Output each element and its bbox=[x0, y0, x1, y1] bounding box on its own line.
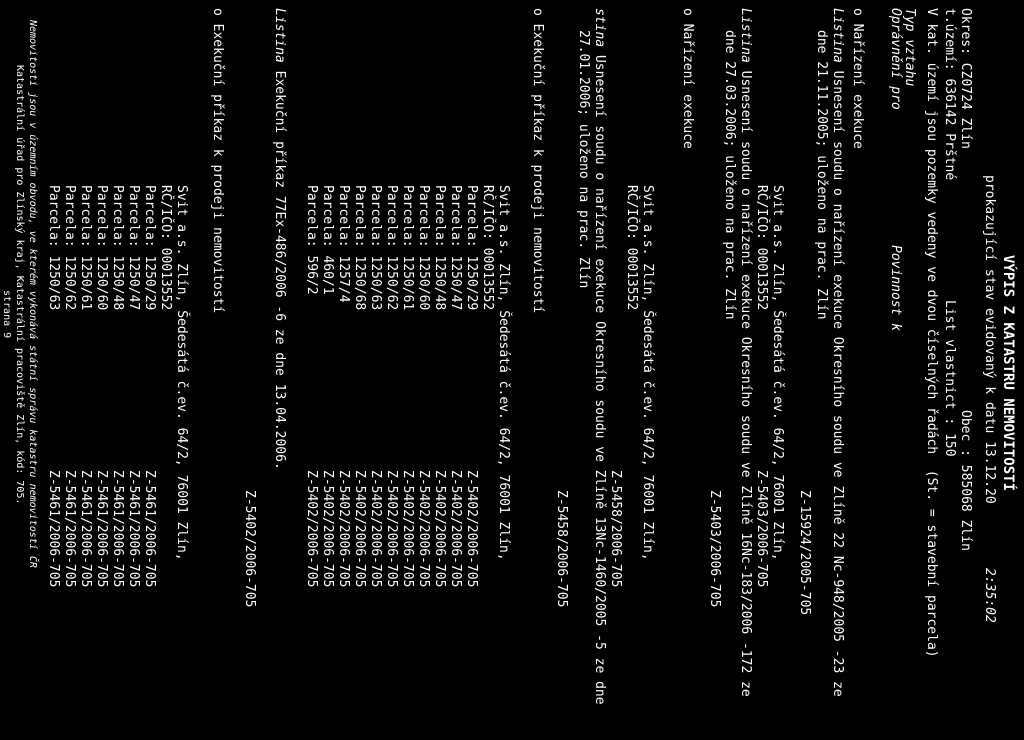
parcel-ref: Z-5461/2006-705 bbox=[46, 470, 61, 588]
parcel-row bbox=[417, 185, 430, 310]
parcel-number: 1250/48 bbox=[110, 255, 125, 311]
parcel-ref: Z-5461/2006-705 bbox=[142, 470, 157, 588]
parcel-number: 1250/47 bbox=[448, 255, 463, 311]
cadastral-note: V kat. území jsou pozemky vedeny ve dvou číselných řadách (St. = stavební parcela) bbox=[924, 8, 939, 658]
page-number: strana 9 bbox=[1, 290, 12, 339]
parcel-row bbox=[127, 185, 140, 310]
ico-line: RČ/IČO: 00013552 bbox=[158, 185, 173, 311]
parcel-ref: Z-5402/2006-705 bbox=[368, 470, 383, 588]
parcel-ref: Z-5402/2006-705 bbox=[448, 470, 463, 588]
ico-line: RČ/IČO: 00013552 bbox=[754, 185, 769, 311]
parcel-number: 1250/61 bbox=[400, 255, 415, 311]
parcel-label: Parcela: bbox=[384, 185, 399, 256]
parcel-number: 1250/68 bbox=[352, 255, 367, 311]
parcel-label: Parcela: bbox=[464, 185, 479, 256]
typ-vztahu-header: Typ vztahu bbox=[902, 8, 917, 87]
parcel-number: 1250/60 bbox=[416, 255, 431, 311]
parcel-number: 1250/29 bbox=[142, 255, 157, 311]
parcel-ref: Z-5402/2006-705 bbox=[432, 470, 447, 588]
subject-ref: Z-5403/2006-705 bbox=[754, 470, 769, 588]
subject-line: Svit a.s. Zlín, Šedesátá č.ev. 64/2, 76001 Zlín, bbox=[174, 185, 189, 561]
parcel-ref: Z-5402/2006-705 bbox=[304, 470, 319, 588]
parcel-ref: Z-5402/2006-705 bbox=[464, 470, 479, 588]
listina-ref: Z-5403/2006-705 bbox=[707, 490, 722, 608]
parcel-ref: Z-5402/2006-705 bbox=[384, 470, 399, 588]
list-vlastnictvi: List vlastnict : 150 bbox=[942, 300, 957, 457]
parcel-number: 1250/63 bbox=[368, 255, 383, 311]
parcel-ref: Z-5402/2006-705 bbox=[336, 470, 351, 588]
listina-line-2: 27.01.2006; uloženo na prac. Zlín bbox=[576, 30, 591, 289]
parcel-row bbox=[143, 185, 156, 310]
parcel-number: 1250/61 bbox=[78, 255, 93, 311]
footer-line-2: Katastrální úřad pro Zlínský kraj, Katastrální pracoviště Zlín, kód: 705. bbox=[14, 65, 25, 505]
listina-line: stina Usnesení soudu o nařízení exekuce Okresního soudu ve Zlíně 13Nc-1460/2005 -5 ze dne bbox=[592, 8, 607, 705]
subject-line: Svit a.s. Zlín, Šedesátá č.ev. 64/2, 76001 Zlín, bbox=[496, 185, 511, 561]
ico-line: RČ/IČO: 00013552 bbox=[480, 185, 495, 311]
parcel-number: 1250/62 bbox=[384, 255, 399, 311]
listina-line: Listina Usnesení soudu o nařízení exekuce Okresního soudu ve Zlíně 16Nc-183/2006 -172 ze bbox=[738, 8, 753, 697]
povinnost-header: Povinnost k bbox=[888, 245, 903, 332]
footer-line-1: Nemovitosti jsou v územním obvodu, ve kterém vykonává státní správu katastru nemovitostí ČR bbox=[27, 20, 38, 568]
parcel-ref: Z-5461/2006-705 bbox=[78, 470, 93, 588]
parcel-row bbox=[111, 185, 124, 310]
section-heading: o Exekuční příkaz k prodeji nemovitostí bbox=[530, 8, 545, 314]
parcel-label: Parcela: bbox=[78, 185, 93, 256]
document-subtitle: prokazující stav evidovaný k datu 13.12.20 bbox=[982, 175, 997, 504]
parcel-ref: Z-5402/2006-705 bbox=[320, 470, 335, 588]
parcel-label: Parcela: bbox=[400, 185, 415, 256]
parcel-ref: Z-5461/2006-705 bbox=[126, 470, 141, 588]
subject-ref: Z-5458/2006-705 bbox=[608, 470, 623, 588]
parcel-ref: Z-5402/2006-705 bbox=[352, 470, 367, 588]
parcel-row bbox=[337, 185, 350, 302]
parcel-label: Parcela: bbox=[110, 185, 125, 256]
parcel-label: Parcela: bbox=[320, 185, 335, 256]
parcel-row bbox=[401, 185, 414, 310]
parcel-label: Parcela: bbox=[336, 185, 351, 256]
parcel-row bbox=[47, 185, 60, 310]
parcel-label: Parcela: bbox=[368, 185, 383, 256]
obec-label: Obec : 585068 Zlín bbox=[958, 410, 973, 551]
listina-ref: Z-15924/2005-705 bbox=[797, 490, 812, 616]
parcel-ref: Z-5402/2006-705 bbox=[416, 470, 431, 588]
parcel-label: Parcela: bbox=[142, 185, 157, 256]
kat-uzemi: t.území: 636142 Prštné bbox=[942, 8, 957, 181]
listina-line-2: dne 27.03.2006; uloženo na prac. Zlín bbox=[722, 30, 737, 320]
parcel-row bbox=[369, 185, 382, 310]
subject-line: Svit a.s. Zlín, Šedesátá č.ev. 64/2, 76001 Zlín, bbox=[770, 185, 785, 561]
parcel-number: 1250/29 bbox=[464, 255, 479, 311]
parcel-row bbox=[79, 185, 92, 310]
listina-line: Listina Usnesení soudu o nařízení exekuce Okresního soudu ve Zlíně 22 Nc-948/2005 -23 ze bbox=[830, 8, 845, 697]
parcel-row bbox=[63, 185, 76, 310]
parcel-label: Parcela: bbox=[126, 185, 141, 256]
parcel-row bbox=[385, 185, 398, 310]
listina-ref: Z-5458/2006-705 bbox=[554, 490, 569, 608]
parcel-row bbox=[465, 185, 478, 310]
parcel-row bbox=[353, 185, 366, 310]
parcel-number: 1250/62 bbox=[62, 255, 77, 311]
section-heading: o Nařízení exekuce bbox=[850, 8, 865, 149]
parcel-row bbox=[95, 185, 108, 310]
parcel-label: Parcela: bbox=[46, 185, 61, 256]
parcel-label: Parcela: bbox=[94, 185, 109, 256]
parcel-number: 1250/60 bbox=[94, 255, 109, 311]
parcel-ref: Z-5402/2006-705 bbox=[400, 470, 415, 588]
document-time: 2:35:02 bbox=[982, 568, 997, 623]
parcel-row bbox=[449, 185, 462, 310]
parcel-label: Parcela: bbox=[448, 185, 463, 256]
parcel-label: Parcela: bbox=[432, 185, 447, 256]
listina-line-2: dne 21.11.2005; uloženo na prac. Zlín bbox=[814, 30, 829, 320]
parcel-number: 460/1 bbox=[320, 255, 335, 295]
parcel-label: Parcela: bbox=[416, 185, 431, 256]
document-title: VÝPIS Z KATASTRU NEMOVITOSTÍ bbox=[1000, 255, 1016, 492]
listina-ref: Z-5402/2006-705 bbox=[242, 490, 257, 608]
parcel-row bbox=[305, 185, 318, 295]
parcel-ref: Z-5461/2006-705 bbox=[110, 470, 125, 588]
subject-line: Svit a.s. Zlín, Šedesátá č.ev. 64/2, 76001 Zlín, bbox=[640, 185, 655, 561]
ico-line: RČ/IČO: 00013552 bbox=[624, 185, 639, 311]
parcel-label: Parcela: bbox=[62, 185, 77, 256]
okres-label: Okres: CZ0724 Zlín bbox=[958, 8, 973, 149]
parcel-number: 1250/48 bbox=[432, 255, 447, 311]
parcel-row bbox=[321, 185, 334, 295]
parcel-label: Parcela: bbox=[304, 185, 319, 256]
opravneni-header: Oprávnění pro bbox=[888, 8, 903, 110]
section-heading: o Nařízení exekuce bbox=[680, 8, 695, 149]
section-heading: o Exekuční příkaz k prodeji nemovitostí bbox=[210, 8, 225, 314]
parcel-row bbox=[433, 185, 446, 310]
listina-line: Listina Exekuční příkaz 77Ex-486/2006 -6 ze dne 13.04.2006. bbox=[272, 8, 287, 470]
parcel-number: 1257/4 bbox=[336, 255, 351, 303]
parcel-ref: Z-5461/2006-705 bbox=[94, 470, 109, 588]
parcel-number: 1250/47 bbox=[126, 255, 141, 311]
parcel-label: Parcela: bbox=[352, 185, 367, 256]
parcel-ref: Z-5461/2006-705 bbox=[62, 470, 77, 588]
parcel-number: 1250/63 bbox=[46, 255, 61, 311]
parcel-number: 596/2 bbox=[304, 255, 319, 295]
